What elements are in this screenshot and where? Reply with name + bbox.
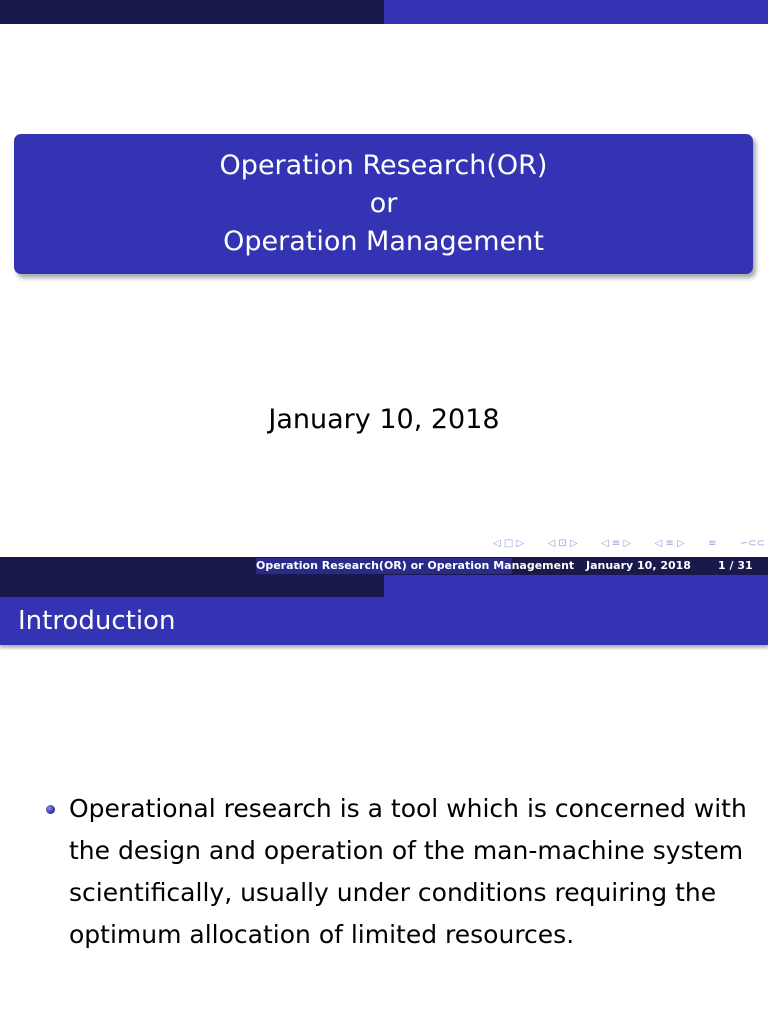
- nav-document-icon[interactable]: ◁ ≡ ▷: [654, 538, 685, 549]
- footer-bar: [0, 557, 768, 597]
- top-header-bar: [0, 0, 768, 24]
- footer-date: January 10, 2018: [586, 559, 691, 572]
- nav-appendix-icon[interactable]: ≡: [708, 538, 717, 549]
- footer-title: Operation Research(OR) or Operation Management: [256, 559, 575, 572]
- beamer-navigation-symbols: [493, 537, 765, 551]
- title-block: [14, 134, 753, 274]
- top-header-bar-right: [384, 0, 768, 24]
- presentation-date: January 10, 2018: [268, 404, 500, 435]
- bullet-icon: [46, 805, 55, 814]
- frame-title: Introduction: [18, 606, 176, 636]
- nav-search-icon[interactable]: ∽⊂⊂: [739, 538, 765, 549]
- footer-lower-right: [384, 575, 768, 597]
- title-line-2: or: [369, 188, 398, 219]
- footer-lower-left: [0, 575, 384, 597]
- top-header-bar-left: [0, 0, 384, 24]
- list-item: [0, 788, 768, 956]
- title-line-3: Operation Management: [223, 226, 544, 257]
- frame-title-bar: [0, 597, 768, 645]
- footer-page-number: 1 / 31: [718, 559, 753, 572]
- nav-section-icon[interactable]: ◁ ≡ ▷: [601, 538, 632, 549]
- bullet-text: Operational research is a tool which is concerned with the design and operation of the man-machine system scientifically, usually under conditions requiring the optimum allocation of limited resources.: [69, 794, 747, 949]
- title-line-1: Operation Research(OR): [219, 150, 548, 181]
- nav-frame-icon[interactable]: ◁ □ ▷: [493, 538, 525, 549]
- bullet-list: [0, 788, 768, 956]
- nav-subsection-icon[interactable]: ◁ ⊡ ▷: [547, 538, 578, 549]
